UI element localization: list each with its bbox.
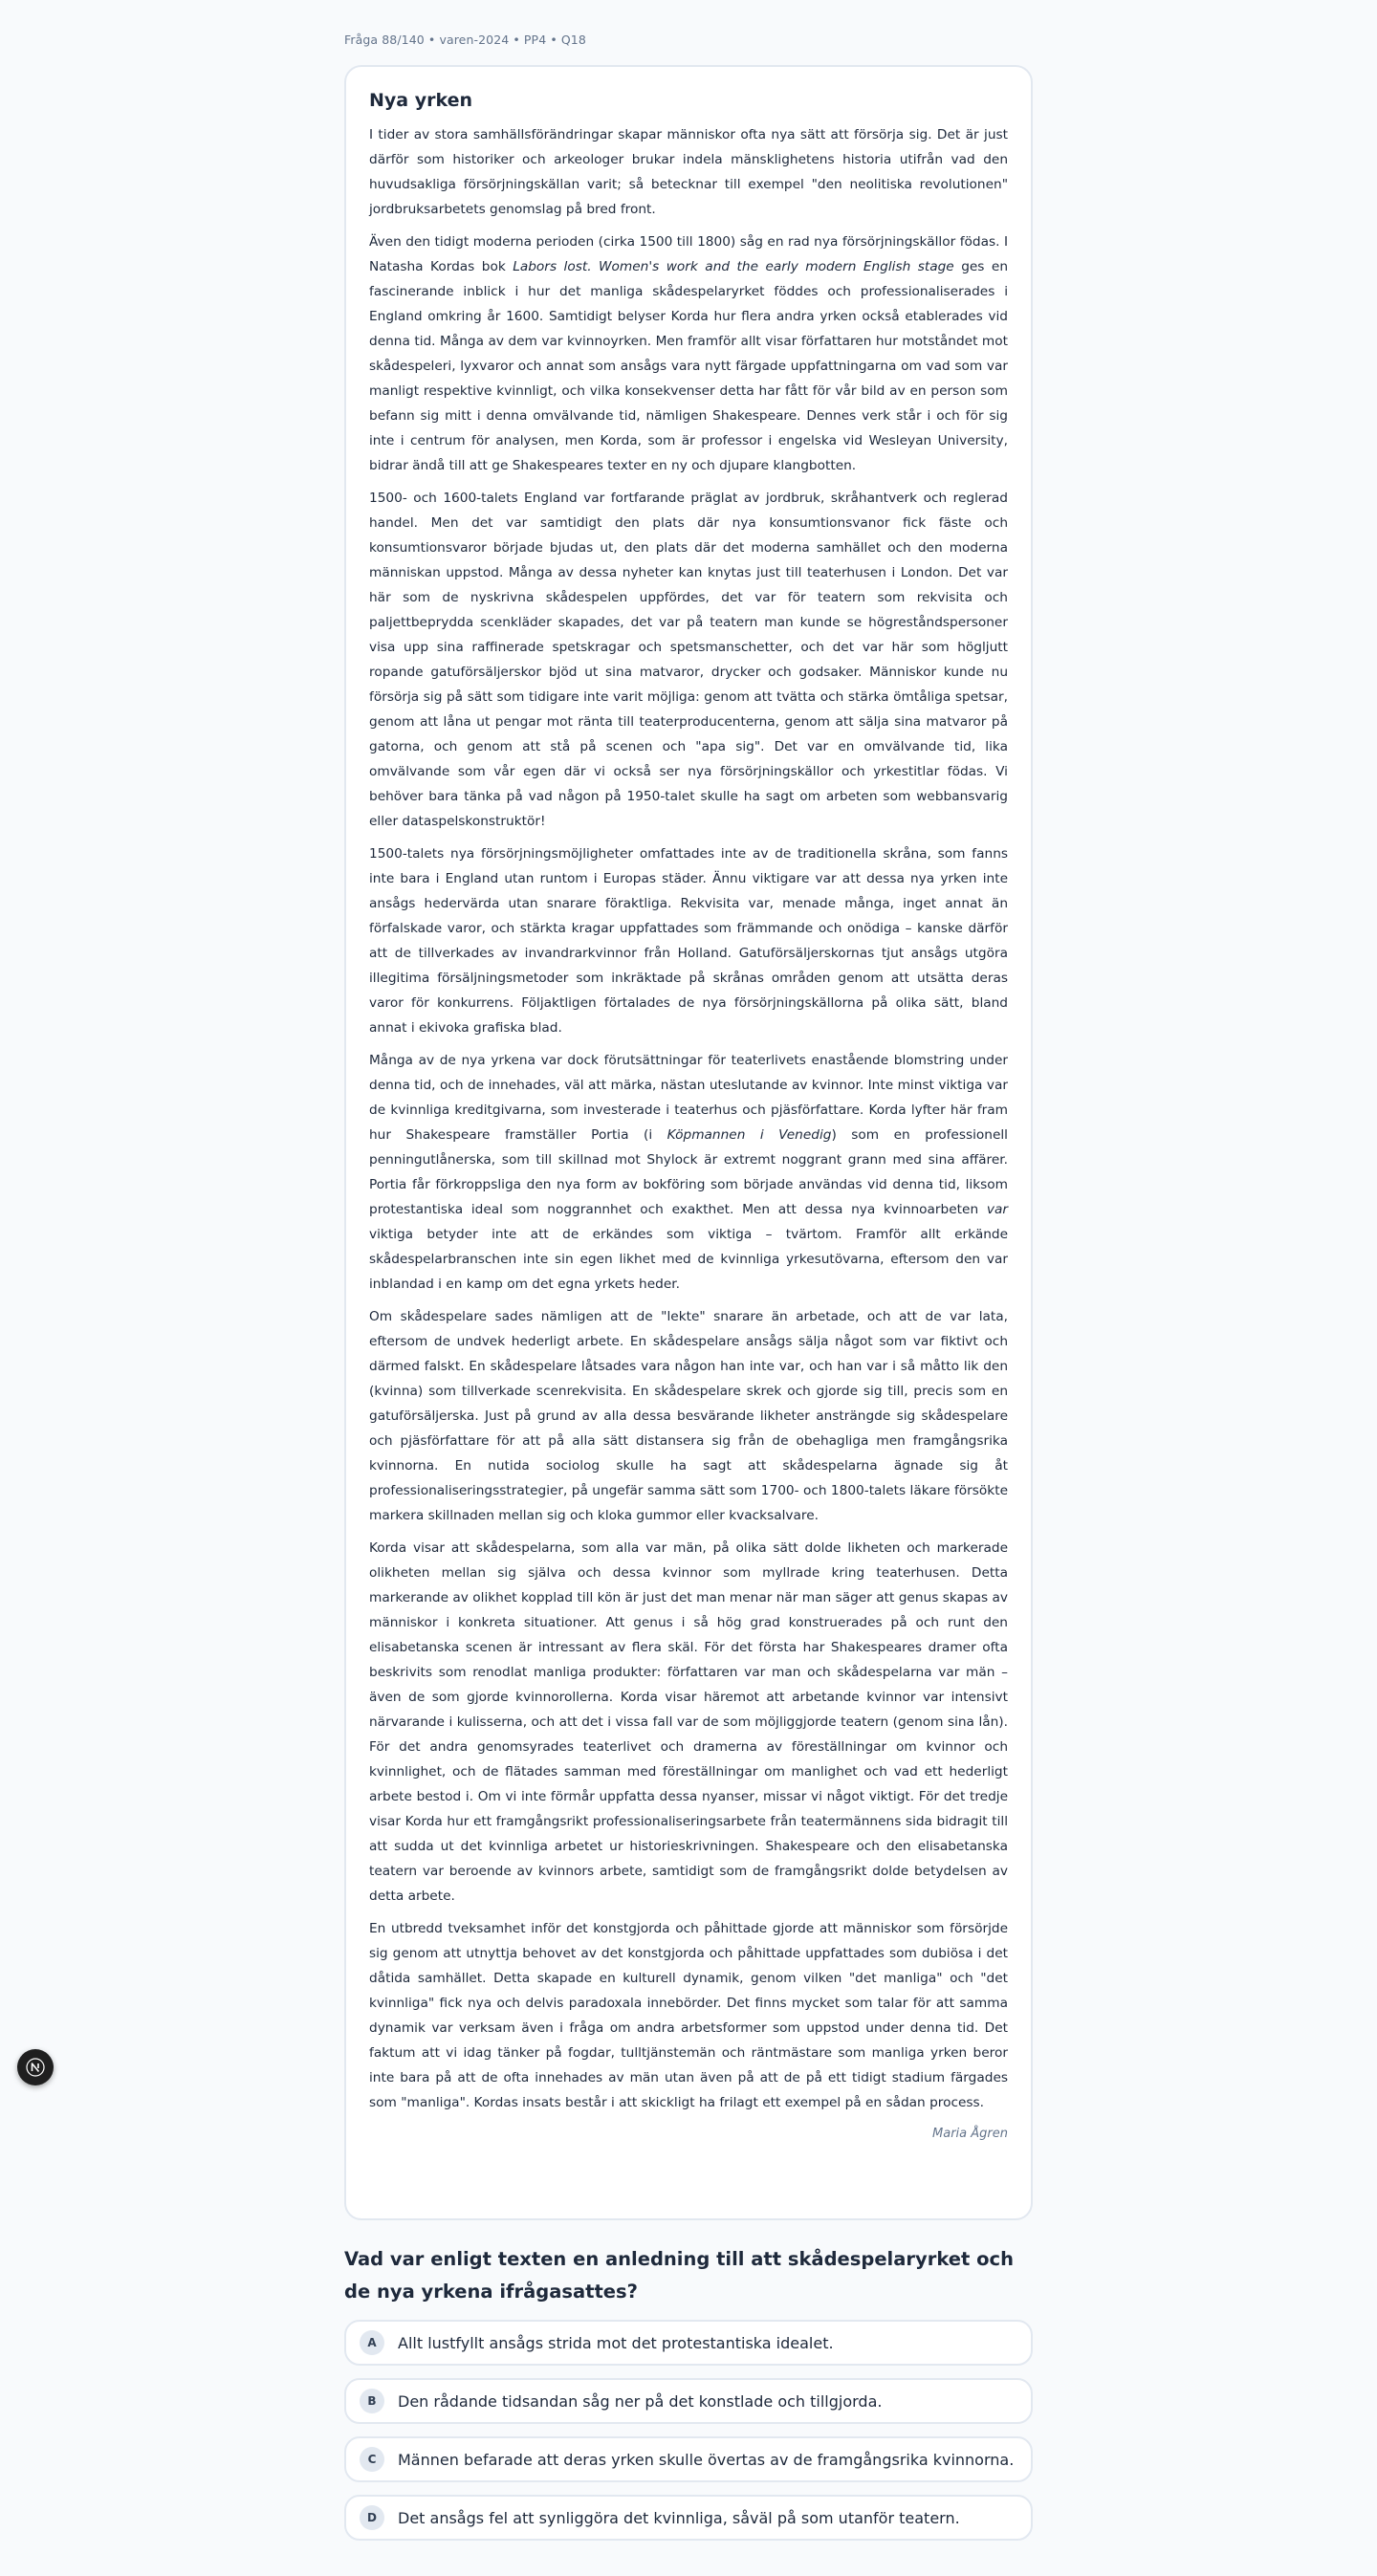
n-logo-icon (26, 2058, 45, 2077)
paragraph-text: Många av de nya yrkena var dock förutsättningar för teaterlivets enastående blomstring under denna tid, och de innehades, väl att märka, nästan uteslutande av kvinnor. Inte minst viktiga var de kvinnliga kreditgivarna, som investerade i teaterhus och pjäsförfattare. Korda lyfter här fram hur Shakespeare framställer Portia (i (369, 1053, 1008, 1143)
passage-title: Nya yrken (369, 90, 473, 111)
passage-card (344, 65, 1033, 2220)
option-letter-badge: C (360, 2447, 384, 2472)
answer-option-c[interactable] (344, 2436, 1033, 2482)
emphasis: var (986, 1202, 1008, 1217)
passage-paragraph: 1500- och 1600-talets England var fortfarande präglat av jordbruk, skråhantverk och reglerad handel. Men det var samtidigt den plats där nya konsumtionsvanor fick fäste och konsumtionsvaror började bjudas ut, den plats där det moderna samhället och den moderna människan uppstod. Många av dessa nyheter kan knytas just till teaterhusen i London. Det var här som de nyskrivna skådespelen uppfördes, det var för teatern som rekvisita och paljettbeprydda scenkläder skapades, det var på teatern man kunde se högreståndspersoner visa upp sina raffinerade spetskragar och spetsmanschetter, och det var här som högljutt ropande gatuförsäljerskor bjöd ut sina matvaror, drycker och godsaker. Människor kunde nu försörja sig på sätt som tidigare inte varit möjliga: genom att tvätta och stärka ömtåliga spetsar, genom att låna ut pengar mot ränta till teaterproducenterna, genom att sälja sina matvaror på gatorna, och genom att stå på scenen och "apa sig". Det var en omvälvande tid, lika omvälvande som vår egen där vi också ser nya försörjningskällor och yrkestitlar födas. Vi behöver bara tänka på vad någon på 1950-talet skulle ha sagt om arbeten som webbansvarig eller dataspelskonstruktör! (369, 491, 1008, 829)
option-letter-badge: A (360, 2330, 384, 2355)
main-column (344, 0, 1033, 2553)
passage-paragraph: I tider av stora samhällsförändringar skapar människor ofta nya sätt att försörja sig. Det är just därför som historiker och arkeologer brukar indela mänsklighetens historia utifrån vad den huvudsakliga försörjningskällan varit; så betecknar till exempel "den neolitiska revolutionen" jordbruksarbetets genomslag på bred front. (369, 127, 1008, 217)
option-text: Den rådande tidsandan såg ner på det konstlade och tillgjorda. (398, 2391, 883, 2411)
option-letter-badge: D (360, 2505, 384, 2530)
book-title: Labors lost. Women's work and the early modern English stage (513, 259, 954, 274)
passage-paragraph (369, 229, 1008, 478)
paragraph-text: viktiga betyder inte att de erkändes som viktiga – tvärtom. Framför allt erkände skådespelarbranschen inte sin egen likhet med de kvinnliga yrkesutövarna, eftersom den var inblandad i en kamp om det egna yrkets heder. (369, 1227, 1008, 1292)
nextjs-dev-button[interactable] (17, 2049, 54, 2085)
question-text: Vad var enligt texten en anledning till att skådespelaryrket och de nya yrkena ifrågasattes? (344, 2248, 1014, 2303)
answer-option-d[interactable] (344, 2495, 1033, 2541)
passage-paragraph (369, 1048, 1008, 1297)
option-text: Allt lustfyllt ansågs strida mot det protestantiska idealet. (398, 2333, 834, 2352)
passage-paragraph: Korda visar att skådespelarna, som alla var män, på olika sätt dolde likheten och markerade olikheten mellan sig själva och dessa kvinnor som myllrade kring teaterhusen. Detta markerande av olikhet kopplad till kön är just det man menar när man säger att genus skapas av människor i konkreta situationer. Att genus i så hög grad konstruerades på och runt den elisabetanska scenen är intressant av flera skäl. För det första har Shakespeares dramer ofta beskrivits som renodlat manliga produkter: författaren var man och skådespelarna var män – även de som gjorde kvinnorollerna. Korda visar häremot att arbetande kvinnor var intensivt närvarande i kulisserna, och att det i vissa fall var de som möjliggjorde teatern (genom sina lån). För det andra genomsyrades teaterlivet och dramerna av föreställningar om kvinnor och kvinnlighet, och de flätades samman med föreställningar om manlighet och vad ett hederligt arbete bestod i. Om vi inte förmår uppfatta dessa nyanser, missar vi något viktigt. För det tredje visar Korda hur ett framgångsrikt professionaliseringsarbete från teatermännens sida bidragit till att sudda ut det kvinnliga arbetet ur historieskrivningen. Shakespeare och den elisabetanska teatern var beroende av kvinnors arbete, samtidigt som de framgångsrikt dolde betydelsen av detta arbete. (369, 1540, 1008, 1904)
passage-paragraph: En utbredd tveksamhet inför det konstgjorda och påhittade gjorde att människor som försörjde sig genom att utnyttja behovet av det konstgjorda och påhittade uppfattades som dubiösa i det dåtida samhället. Detta skapade en kulturell dynamik, genom vilken "det manliga" och "det kvinnliga" fick nya och delvis paradoxala innebörder. Det finns mycket som talar för att samma dynamik var verksam även i fråga om andra arbetsformer som uppstod under denna tid. Det faktum att vi idag tänker på fogdar, tulltjänstemän och räntmästare som manliga yrken beror inte bara på att de ofta innehades av män utan även på att de på ett tidigt stadium färgades som "manliga". Kordas insats består i att skickligt ha frilagt ett exempel på en sådan process. (369, 1921, 1008, 2110)
option-text: Det ansågs fel att synliggöra det kvinnliga, såväl på som utanför teatern. (398, 2508, 960, 2527)
play-title: Köpmannen i Venedig (667, 1127, 832, 1143)
option-letter-badge: B (360, 2389, 384, 2413)
paragraph-text: Även den tidigt moderna perioden (cirka 1500 till 1800) såg en rad nya försörjningskällor födas. I Natasha Kordas bok (369, 234, 1008, 274)
paragraph-text: ges en fascinerande inblick i hur det manliga skådespelaryrket föddes och professionaliserades i England omkring år 1600. Samtidigt belyser Korda hur flera andra yrken också etablerades vid denna tid. Många av dem var kvinnoyrken. Men framför allt visar författaren hur motståndet mot skådespeleri, lyxvaror och annat som ansågs vara nytt färgade uppfattningarna om vad som var manligt respektive kvinnligt, och vilka konsekvenser detta har fått för vår bild av en person som befann sig mitt i denna omvälvande tid, nämligen Shakespeare. Dennes verk står i och för sig inte i centrum för analysen, men Korda, som är professor i engelska vid Wesleyan University, bidrar ändå till att ge Shakespeares texter en ny och djupare klangbotten. (369, 259, 1009, 473)
passage-paragraph: Om skådespelare sades nämligen att de "lekte" snarare än arbetade, och att de var lata, eftersom de undvek hederligt arbete. En skådespelare ansågs sälja något som var fiktivt och därmed falskt. En skådespelare låtsades vara någon han inte var, och han var i så måtto lik den (kvinna) som tillverkade scenrekvisita. En skådespelare skrek och gjorde sig till, precis som en gatuförsäljerska. Just på grund av alla dessa besvärande likheter ansträngde sig skådespelare och pjäsförfattare för att på alla sätt distansera sig från de obehagliga men framgångsrika kvinnorna. En nutida sociolog skulle ha sagt att skådespelarna ägnade sig åt professionaliseringsstrategier, på ungefär samma sätt som 1700- och 1800-talets läkare försökte markera skillnaden mellan sig och kloka gummor eller kvacksalvare. (369, 1309, 1008, 1523)
answer-options (344, 2320, 1033, 2541)
answer-option-a[interactable] (344, 2320, 1033, 2366)
answer-option-b[interactable] (344, 2378, 1033, 2424)
passage-author: Maria Ågren (932, 2127, 1008, 2141)
option-text: Männen befarade att deras yrken skulle övertas av de framgångsrika kvinnorna. (398, 2450, 1015, 2469)
paragraph-text: ) som en professionell penningutlånerska, som till skillnad mot Shylock är extremt noggrant grann med sina affärer. Portia får förkroppsliga den nya form av bokföring som började användas vid denna tid, liksom protestantiska ideal som noggrannhet och exakthet. Men att dessa nya kvinnoarbeten (369, 1127, 1008, 1217)
question-meta: Fråga 88/140 • varen-2024 • PP4 • Q18 (344, 33, 586, 47)
passage-paragraph: 1500-talets nya försörjningsmöjligheter omfattades inte av de traditionella skråna, som fanns inte bara i England utan runtom i Europas städer. Ännu viktigare var att dessa nya yrken inte ansågs hedervärda utan snarare föraktliga. Rekvisita var, menade många, inget annat än förfalskade varor, och stärkta kragar uppfattades som främmande och onödiga – kanske därför att de tillverkades av invandrarkvinnor från Holland. Gatuförsäljerskornas tjut ansågs utgöra illegitima försäljningsmetoder som inkräktade på skrånas områden genom att utsätta deras varor för konkurrens. Följaktligen förtalades de nya försörjningskällorna på olika sätt, bland annat i ekivoka grafiska blad. (369, 846, 1008, 1036)
